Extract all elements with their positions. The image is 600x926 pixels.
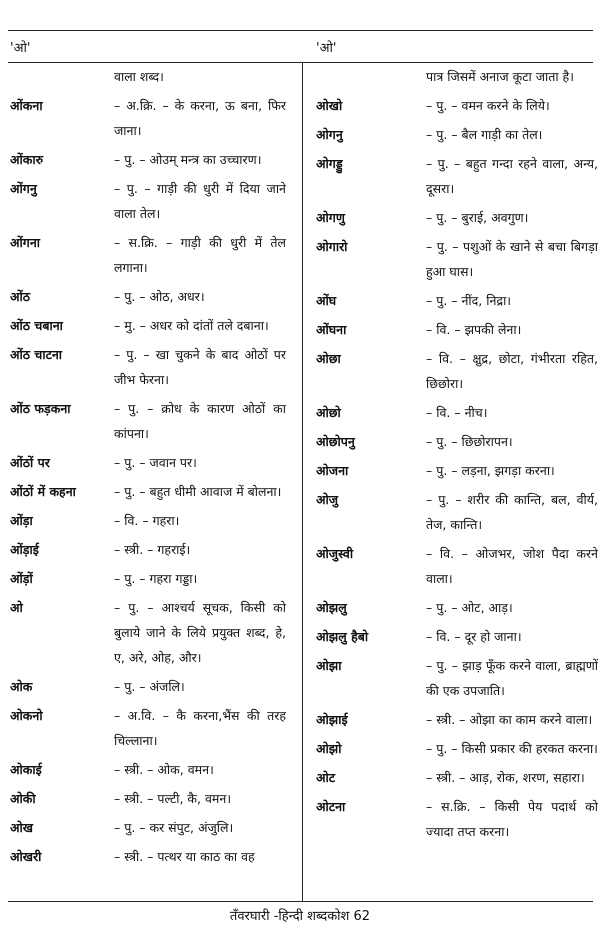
definition: – अ.क्रि. – के करना, ऊ बना, फिर जाना। (114, 98, 286, 138)
headword: ओंठ फड़कना (10, 401, 71, 416)
headword: ओझा (316, 658, 342, 673)
headword: ओझाई (316, 712, 348, 727)
header-rule (8, 62, 593, 63)
definition: – वि. – गहरा। (114, 513, 180, 528)
definition: – मु. – अधर को दांतों तले दबाना। (114, 318, 269, 333)
dictionary-entry (10, 64, 286, 89)
definition: – वि. – दूर हो जाना। (426, 629, 522, 644)
headword: ओछो (316, 405, 341, 420)
headword: ओकनो (10, 708, 43, 723)
dictionary-entry (10, 815, 286, 840)
definition: – पु. – शरीर की कान्ति, बल, वीर्य, तेज, कान्ति। (426, 492, 598, 532)
right-column (316, 64, 598, 848)
dictionary-entry (10, 450, 286, 475)
definition: – स्त्री. – पल्टी, कै, वमन। (114, 791, 232, 806)
dictionary-entry (10, 342, 286, 392)
dictionary-entry (316, 122, 598, 147)
top-rule (8, 30, 593, 31)
bottom-rule (8, 901, 593, 902)
headword: ओटना (316, 799, 346, 814)
definition: – पु. – किसी प्रकार की हरकत करना। (426, 741, 598, 756)
definition: – पु. – पशुओं के खाने से बचा बिगड़ा हुआ घास। (426, 239, 598, 279)
dictionary-entry (316, 317, 598, 342)
headword: ओक (10, 679, 33, 694)
definition: – पु. – गहरा गड्डा। (114, 571, 198, 586)
headword: ओंठों पर (10, 455, 50, 470)
dictionary-entry (10, 284, 286, 309)
column-divider (302, 62, 303, 901)
dictionary-entry (316, 458, 598, 483)
headword: ओंघना (316, 322, 347, 337)
definition: – पु. – क्रोध के कारण ओठों का कांपना। (114, 401, 286, 441)
definition: पात्र जिसमें अनाज कूटा जाता है। (426, 69, 574, 84)
definition: – स.क्रि. – किसी पेय पदार्थ को ज्यादा तप्त करना। (426, 799, 598, 839)
dictionary-entry (10, 230, 286, 280)
headword: ओछा (316, 351, 341, 366)
definition: – पु. – गाड़ी की धुरी में दिया जाने वाला तेल। (114, 181, 286, 221)
headword: ओगारो (316, 239, 348, 254)
headword: ओझलु हैबो (316, 629, 369, 644)
definition: – पु. – ओठ, अधर। (114, 289, 205, 304)
left-column (10, 64, 286, 873)
dictionary-entry (316, 707, 598, 732)
dictionary-entry (10, 479, 286, 504)
headword: ओखो (316, 98, 343, 113)
headword: ओगड्डु (316, 156, 343, 171)
definition: – पु. – जवान पर। (114, 455, 197, 470)
definition: – स्त्री. – आड़, रोक, शरण, सहारा। (426, 770, 585, 785)
dictionary-entry (316, 346, 598, 396)
dictionary-entry (10, 674, 286, 699)
dictionary-entry (10, 147, 286, 172)
headword: ओंड़ों (10, 571, 33, 586)
headword: ओजना (316, 463, 349, 478)
dictionary-entry (316, 151, 598, 201)
definition: – स.क्रि. – गाड़ी की धुरी में तेल लगाना। (114, 235, 286, 275)
headword: ओंठ (10, 289, 31, 304)
headword: ओंगना (10, 235, 40, 250)
headword: ओंगनु (10, 181, 37, 196)
dictionary-entry (316, 653, 598, 703)
dictionary-entry (10, 757, 286, 782)
headword: ओगनु (316, 127, 343, 142)
definition: – पु. – ओउम् मन्त्र का उच्चारण। (114, 152, 262, 167)
page-footer: तँवरघारी -हिन्दी शब्दकोश 62 (229, 909, 371, 924)
dictionary-entry (10, 566, 286, 591)
headword: ओंकना (10, 98, 43, 113)
dictionary-entry (10, 313, 286, 338)
headword: ओझो (316, 741, 342, 756)
headword: ओंड़ा (10, 513, 33, 528)
dictionary-entry (316, 595, 598, 620)
definition: – स्त्री. – पत्थर या काठ का वह (114, 849, 255, 864)
definition: – पु. – बहुत धीमी आवाज में बोलना। (114, 484, 282, 499)
headword: ओखरी (10, 849, 42, 864)
dictionary-entry (10, 844, 286, 869)
definition: – पु. – बहुत गन्दा रहने वाला, अन्य, दूसरा। (426, 156, 598, 196)
dictionary-entry (316, 234, 598, 284)
headword: ओजु (316, 492, 339, 507)
definition: – पु. – वमन करने के लिये। (426, 98, 550, 113)
dictionary-entry (10, 396, 286, 446)
headword: ओट (316, 770, 336, 785)
dictionary-entry (316, 400, 598, 425)
headword: ओगणु (316, 210, 345, 225)
definition: – पु. – ओट, आड़। (426, 600, 513, 615)
definition: – पु. – आश्चर्य सूचक, किसी को बुलाये जाने के लिये प्रयुक्त शब्द, हे, ए, अरे, ओह, और। (114, 600, 286, 665)
dictionary-entry (316, 624, 598, 649)
headword: ओंठ चाटना (10, 347, 63, 362)
dictionary-entry (316, 794, 598, 844)
definition: – पु. – लड़ना, झगड़ा करना। (426, 463, 555, 478)
dictionary-entry (316, 487, 598, 537)
dictionary-entry (10, 703, 286, 753)
headword: ओख (10, 820, 34, 835)
dictionary-entry (10, 176, 286, 226)
dictionary-entry (316, 93, 598, 118)
dictionary-entry (10, 508, 286, 533)
headword: ओंघ (316, 293, 337, 308)
dictionary-entry (316, 64, 598, 89)
dictionary-entry (316, 765, 598, 790)
column-header-left: 'ओ' (10, 41, 31, 56)
definition: – पु. – नींद, निद्रा। (426, 293, 512, 308)
definition: – वि. – नीच। (426, 405, 488, 420)
dictionary-entry (10, 786, 286, 811)
headword: ओझलु (316, 600, 347, 615)
definition: – पु. – कर संपुट, अंजुलि। (114, 820, 234, 835)
definition: – अ.वि. – कै करना,भैंस की तरह चिल्लाना। (114, 708, 286, 748)
dictionary-entry (316, 736, 598, 761)
definition: – स्त्री. – ओक, वमन। (114, 762, 214, 777)
dictionary-entry (316, 541, 598, 591)
definition: वाला शब्द। (114, 69, 164, 84)
definition: – पु. – खा चुकने के बाद ओठों पर जीभ फेरना। (114, 347, 286, 387)
dictionary-entry (10, 93, 286, 143)
definition: – स्त्री. – गहराई। (114, 542, 191, 557)
definition: – पु. – बुराई, अवगुण। (426, 210, 529, 225)
headword: ओंकारु (10, 152, 44, 167)
definition: – वि. – क्षुद्र, छोटा, गंभीरता रहित, छिछोरा। (426, 351, 598, 391)
definition: – पु. – बैल गाड़ी का तेल। (426, 127, 543, 142)
column-header-right: 'ओ' (316, 41, 337, 56)
headword: ओंड़ाई (10, 542, 39, 557)
dictionary-entry (10, 595, 286, 670)
headword: ओ (10, 600, 23, 615)
headword: ओकी (10, 791, 36, 806)
definition: – पु. – झाड़ फूँक करने वाला, ब्राह्मणों की एक उपजाति। (426, 658, 598, 698)
dictionary-entry (316, 288, 598, 313)
dictionary-entry (10, 537, 286, 562)
headword: ओजुस्वी (316, 546, 354, 561)
headword: ओकाई (10, 762, 42, 777)
definition: – पु. – अंजलि। (114, 679, 185, 694)
dictionary-entry (316, 429, 598, 454)
definition: – पु. – छिछोरापन। (426, 434, 513, 449)
definition: – वि. – झपकी लेना। (426, 322, 522, 337)
definition: – वि. – ओजभर, जोश पैदा करने वाला। (426, 546, 598, 586)
headword: ओछोपनु (316, 434, 355, 449)
definition: – स्त्री. – ओझा का काम करने वाला। (426, 712, 593, 727)
dictionary-entry (316, 205, 598, 230)
headword: ओंठों में कहना (10, 484, 76, 499)
headword: ओंठ चबाना (10, 318, 63, 333)
